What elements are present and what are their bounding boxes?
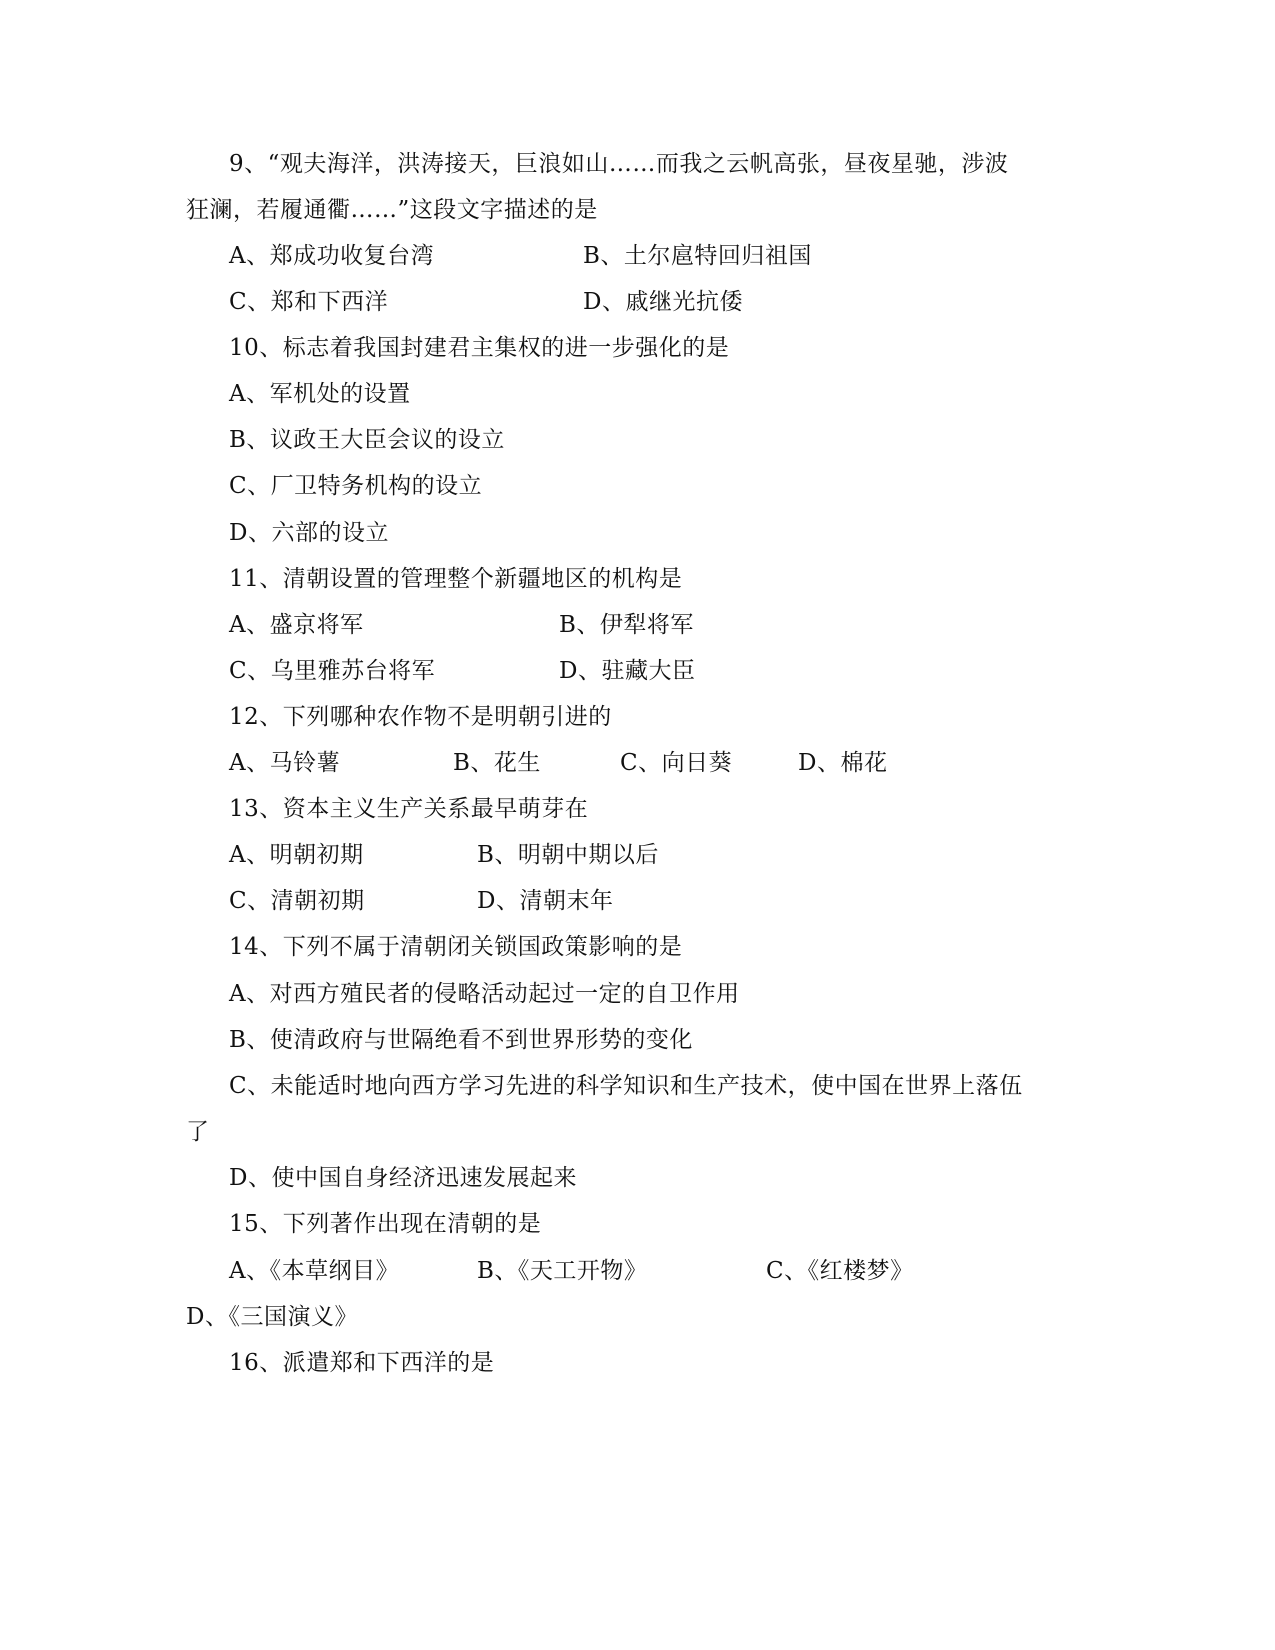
question-14-option-d: D、使中国自身经济迅速发展起来 [229, 1165, 577, 1191]
question-11-option-c: C、乌里雅苏台将军 [229, 658, 436, 684]
question-9-line-2: 狂澜，若履通衢……”这段文字描述的是 [186, 197, 598, 223]
question-10-option-b: B、议政王大臣会议的设立 [229, 427, 505, 453]
question-11-line-1: 11、清朝设置的管理整个新疆地区的机构是 [229, 566, 683, 592]
question-14-option-c-continued: 了 [186, 1119, 210, 1145]
question-9-option-b: B、土尔扈特回归祖国 [583, 243, 812, 269]
question-14-option-b: B、使清政府与世隔绝看不到世界形势的变化 [229, 1027, 693, 1053]
question-12-option-b: B、花生 [453, 750, 541, 776]
question-9-line-1: 9、“观夫海洋，洪涛接天，巨浪如山……而我之云帆高张，昼夜星驰，涉波 [229, 151, 1009, 177]
question-10-option-a: A、军机处的设置 [229, 381, 411, 407]
question-11-option-b: B、伊犁将军 [559, 612, 694, 638]
question-13-option-d: D、清朝末年 [477, 888, 614, 914]
question-13-option-b: B、明朝中期以后 [477, 842, 659, 868]
question-12-option-d: D、棉花 [798, 750, 888, 776]
question-13-option-a: A、明朝初期 [229, 842, 364, 868]
question-15-option-b: B、《天工开物》 [477, 1258, 648, 1284]
question-10-option-d: D、六部的设立 [229, 520, 389, 546]
question-9-option-c: C、郑和下西洋 [229, 289, 389, 315]
question-15-line-1: 15、下列著作出现在清朝的是 [229, 1211, 542, 1237]
question-14-option-a: A、对西方殖民者的侵略活动起过一定的自卫作用 [229, 981, 740, 1007]
question-15-option-c: C、《红楼梦》 [766, 1258, 914, 1284]
question-14-option-c: C、未能适时地向西方学习先进的科学知识和生产技术，使中国在世界上落伍 [229, 1073, 1023, 1099]
question-15-option-a: A、《本草纲目》 [229, 1258, 400, 1284]
question-10-option-c: C、厂卫特务机构的设立 [229, 473, 483, 499]
question-11-option-a: A、盛京将军 [229, 612, 364, 638]
question-12-option-c: C、向日葵 [620, 750, 733, 776]
question-16-line-1: 16、派遣郑和下西洋的是 [229, 1350, 495, 1376]
question-9-option-a: A、郑成功收复台湾 [229, 243, 435, 269]
question-15-option-d: D、《三国演义》 [186, 1304, 358, 1330]
question-10-line-1: 10、标志着我国封建君主集权的进一步强化的是 [229, 335, 730, 361]
question-9-option-d: D、戚继光抗倭 [583, 289, 743, 315]
question-14-line-1: 14、下列不属于清朝闭关锁国政策影响的是 [229, 934, 683, 960]
question-11-option-d: D、驻藏大臣 [559, 658, 696, 684]
question-13-option-c: C、清朝初期 [229, 888, 365, 914]
question-12-option-a: A、马铃薯 [229, 750, 341, 776]
question-13-line-1: 13、资本主义生产关系最早萌芽在 [229, 796, 589, 822]
question-12-line-1: 12、下列哪种农作物不是明朝引进的 [229, 704, 612, 730]
